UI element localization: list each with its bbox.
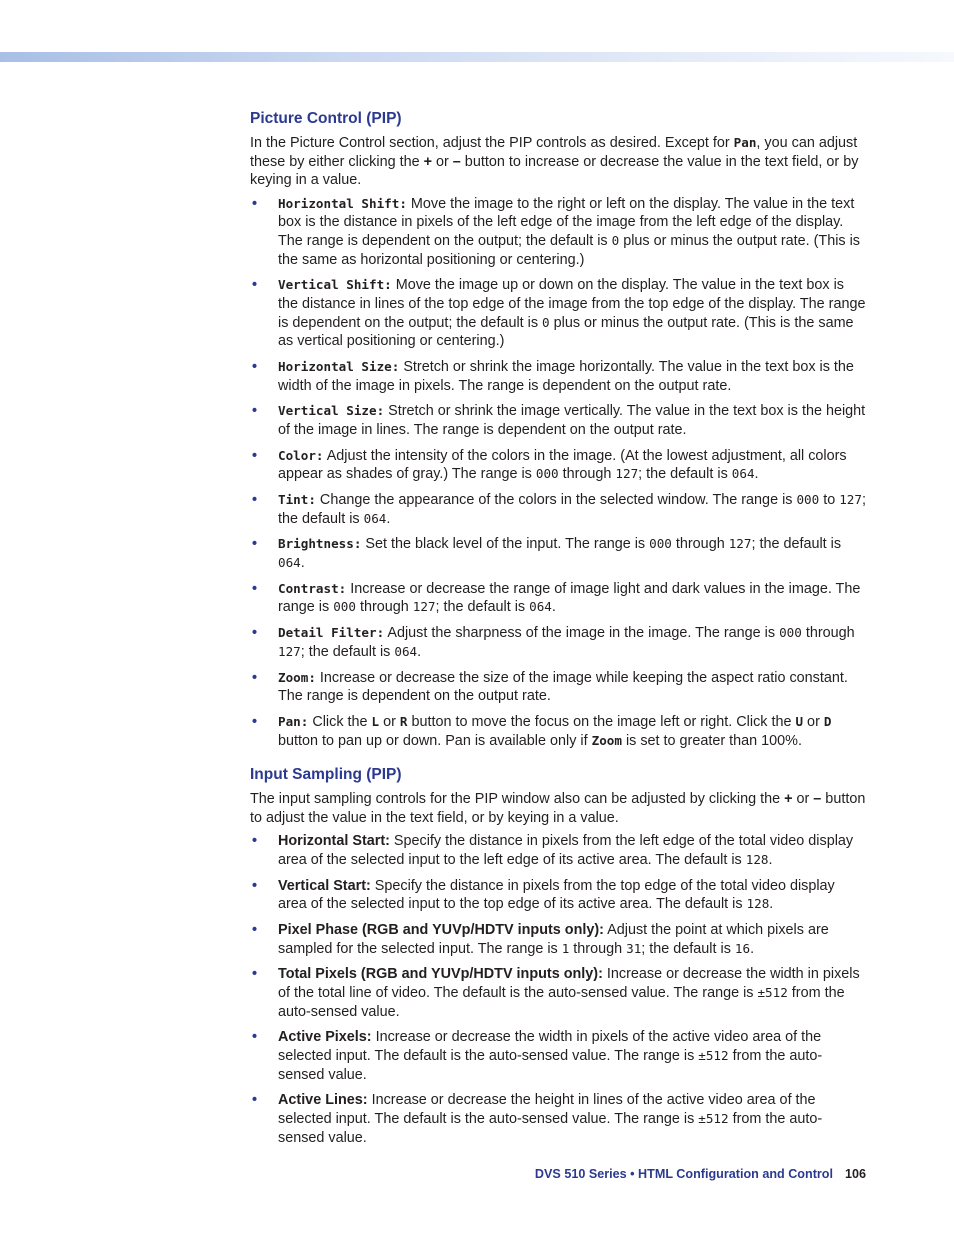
- header-gradient-bar: [0, 52, 954, 62]
- item-label: Active Lines:: [278, 1092, 368, 1109]
- item-label: Tint:: [278, 492, 316, 508]
- list-item-contrast: • Contrast: Increase or decrease the range of image light and dark values in the image. The range is 000 through 127; the default is 064.: [252, 580, 861, 616]
- bullet-icon: •: [252, 877, 258, 894]
- minus-symbol: –: [452, 153, 461, 170]
- page-content: [250, 108, 866, 1154]
- list-item-tint: • Tint: Change the appearance of the colors in the selected window. The range is 000 to 127; the default is 064.: [252, 492, 866, 527]
- page-footer: [535, 1167, 866, 1181]
- list-item-horizontal-start: • Horizontal Start: Specify the distance in pixels from the left edge of the total video display area of the selected input to the left edge of its active area. The default is 128.: [252, 833, 854, 868]
- list-item-vertical-size: • Vertical Size: Stretch or shrink the image vertically. The value in the text box is the height of the image in lines. The range is dependent on the output rate.: [252, 403, 866, 438]
- list-item-active-pixels: • Active Pixels: Increase or decrease the width in pixels of the active video area of the selected input. The default is the auto-sensed value. The range is ±512 from the auto-sensed value.: [252, 1029, 823, 1083]
- item-label: Horizontal Shift:: [278, 195, 407, 211]
- input-sampling-list: [250, 832, 866, 1147]
- picture-control-list: [250, 195, 866, 750]
- bullet-icon: •: [252, 713, 258, 730]
- bullet-icon: •: [252, 536, 258, 553]
- list-item-pixel-phase: • Pixel Phase (RGB and YUVp/HDTV inputs only): Adjust the point at which pixels are sampled for the selected input. The range is 1 through 31; the default is 16.: [252, 922, 829, 957]
- item-label: Vertical Start:: [278, 877, 371, 894]
- bullet-icon: •: [252, 966, 258, 983]
- item-label: Brightness:: [278, 536, 362, 552]
- item-label: Horizontal Size:: [278, 358, 400, 374]
- footer-title: DVS 510 Series • HTML Configuration and Control: [534, 1167, 833, 1181]
- list-item-horizontal-size: • Horizontal Size: Stretch or shrink the image horizontally. The value in the text box is the width of the image in pixels. The range is dependent on the output rate.: [252, 358, 854, 394]
- item-label: Active Pixels:: [278, 1029, 372, 1046]
- bullet-icon: •: [252, 833, 258, 850]
- bullet-icon: •: [252, 195, 258, 212]
- list-item-vertical-shift: • Vertical Shift: Move the image up or down on the display. The value in the text box is the distance in lines of the top edge of the image from the top edge of the display. The range is dependent on the output; the default is 0 plus or minus the output rate. (This is the same as vertical positioning or centering.): [252, 277, 866, 350]
- bullet-icon: •: [252, 358, 258, 375]
- list-item-detail-filter: • Detail Filter: Adjust the sharpness of the image in the image. The range is 000 through 127; the default is 064.: [252, 625, 855, 660]
- bullet-icon: •: [252, 625, 258, 642]
- section-title-picture-control: Picture Control (PIP): [250, 110, 402, 127]
- item-label: Vertical Shift:: [278, 277, 392, 293]
- page-number: 106: [844, 1167, 866, 1181]
- section-title-input-sampling: Input Sampling (PIP): [250, 766, 402, 784]
- bullet-icon: •: [252, 277, 258, 294]
- pan-keyword: Pan: [733, 135, 757, 150]
- bullet-icon: •: [252, 1092, 258, 1109]
- input-sampling-intro: The input sampling controls for the PIP window also can be adjusted by clicking the + or – button to adjust the value in the text field, or by keying in a value.: [250, 791, 866, 826]
- item-label: Color:: [278, 447, 324, 463]
- bullet-icon: •: [252, 580, 258, 597]
- bullet-icon: •: [252, 447, 258, 464]
- item-label: Pixel Phase (RGB and YUVp/HDTV inputs only):: [278, 922, 604, 939]
- item-label: Detail Filter:: [278, 625, 385, 641]
- bullet-icon: •: [252, 669, 258, 686]
- bullet-icon: •: [252, 1029, 258, 1046]
- item-label: Contrast:: [278, 580, 347, 596]
- picture-control-intro: In the Picture Control section, adjust the PIP controls as desired. Except for Pan, you can adjust these by either clicking the + or – button to increase or decrease the value in the text field, or by keying in a value.: [250, 135, 859, 189]
- plus-symbol: +: [784, 791, 793, 808]
- list-item-zoom: • Zoom: Increase or decrease the size of the image while keeping the aspect ratio constant. The range is dependent on the output rate.: [252, 669, 848, 705]
- item-label: Total Pixels (RGB and YUVp/HDTV inputs only):: [278, 966, 603, 983]
- bullet-icon: •: [252, 922, 258, 939]
- list-item-vertical-start: • Vertical Start: Specify the distance in pixels from the top edge of the total video display area of the selected input to the top edge of its active area. The default is 128.: [252, 877, 835, 913]
- list-item-total-pixels: • Total Pixels (RGB and YUVp/HDTV inputs only): Increase or decrease the width in pixels of the total line of video. The default is the auto-sensed value. The range is ±512 from the auto-sensed value.: [252, 966, 860, 1020]
- item-label: Vertical Size:: [278, 403, 385, 419]
- list-item-color: • Color: Adjust the intensity of the colors in the image. (At the lowest adjustment, all colors appear as shades of gray.) The range is 000 through 127; the default is 064.: [252, 447, 847, 483]
- list-item-active-lines: • Active Lines: Increase or decrease the height in lines of the active video area of the selected input. The default is the auto-sensed value. The range is ±512 from the auto-sensed value.: [252, 1092, 823, 1146]
- list-item-brightness: • Brightness: Set the black level of the input. The range is 000 through 127; the default is 064.: [252, 536, 842, 571]
- item-label: Zoom:: [278, 669, 316, 685]
- item-label: Pan:: [278, 713, 309, 729]
- item-label: Horizontal Start:: [278, 833, 390, 850]
- minus-symbol: –: [813, 791, 822, 808]
- list-item-pan: • Pan: Click the L or R button to move the focus on the image left or right. Click the U or D button to pan up or down. Pan is available only if Zoom is set to greater than 100%.: [252, 713, 832, 749]
- list-item-horizontal-shift: • Horizontal Shift: Move the image to the right or left on the display. The value in the text box is the distance in pixels of the left edge of the image from the left edge of the display. The range is dependent on the output; the default is 0 plus or minus the output rate. (This is the same as horizontal positioning or centering.): [252, 195, 860, 268]
- bullet-icon: •: [252, 403, 258, 420]
- bullet-icon: •: [252, 492, 258, 509]
- plus-symbol: +: [423, 153, 432, 170]
